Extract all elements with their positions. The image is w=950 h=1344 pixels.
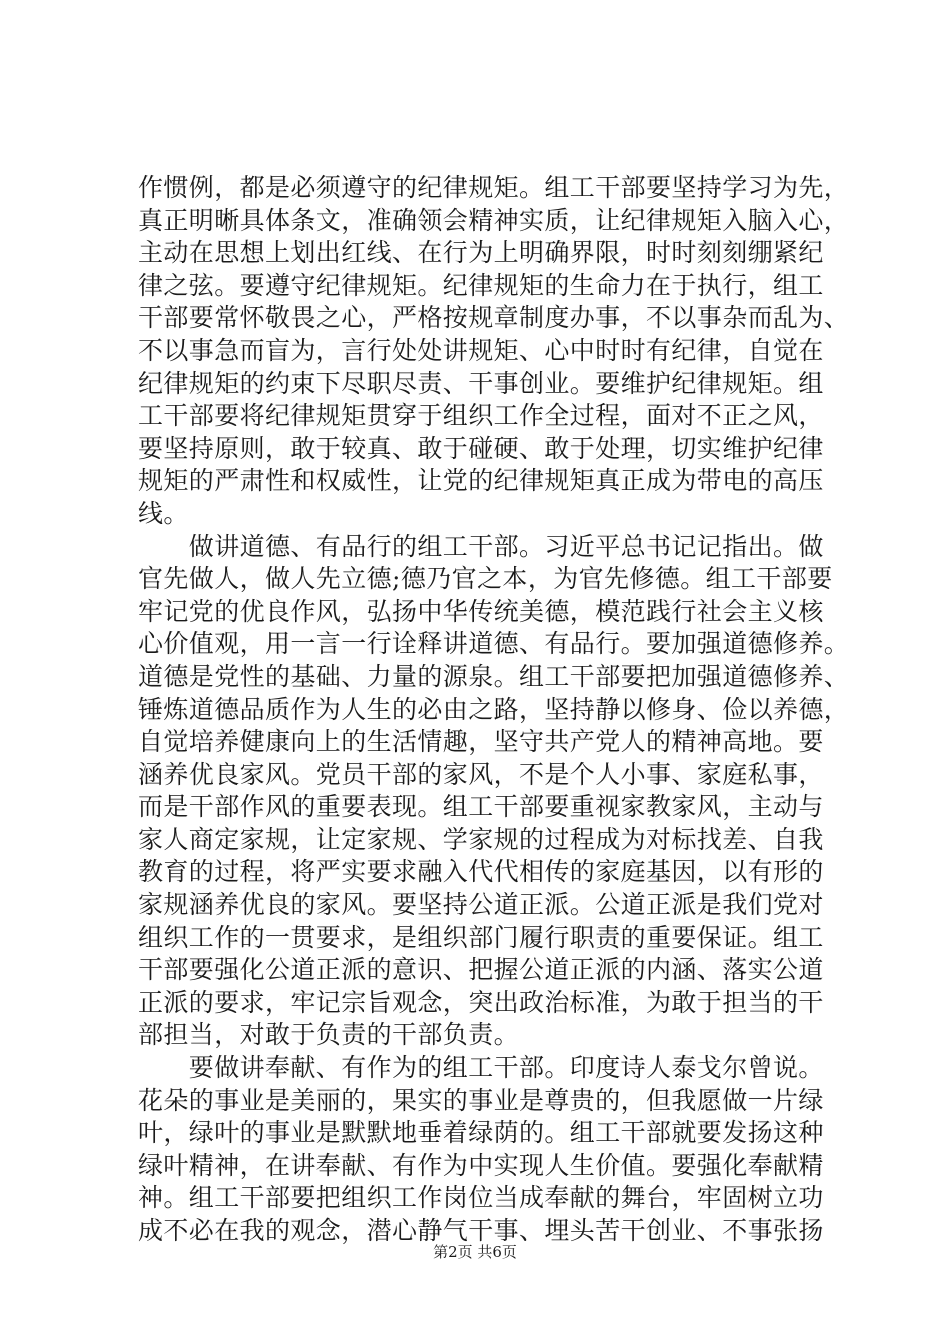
text-line: 正派的要求，牢记宗旨观念，突出政治标准，为敢于担当的干 [138, 987, 824, 1017]
text-line: 家规涵养优良的家风。要坚持公道正派。公道正派是我们党对 [138, 890, 824, 920]
text-line: 干部要强化公道正派的意识、把握公道正派的内涵、落实公道 [138, 955, 824, 985]
text-line: 组织工作的一贯要求，是组织部门履行职责的重要保证。组工 [138, 922, 824, 952]
text-line: 成不必在我的观念，潜心静气干事、埋头苦干创业、不事张扬 [138, 1216, 824, 1245]
text-line: 工干部要将纪律规矩贯穿于组织工作全过程，面对不正之风， [138, 401, 824, 431]
text-line: 作惯例，都是必须遵守的纪律规矩。组工干部要坚持学习为先， [138, 173, 850, 202]
text-line: 纪律规矩的约束下尽职尽责、干事创业。要维护纪律规矩。组 [138, 368, 824, 398]
text-line: 教育的过程，将严实要求融入代代相传的家庭基因，以有形的 [138, 857, 824, 887]
page-footer: 第2页 共6页 [433, 1243, 517, 1261]
text-line: 干部要常怀敬畏之心，严格按规章制度办事，不以事杂而乱为、 [138, 303, 850, 333]
text-line: 真正明晰具体条文，准确领会精神实质，让纪律规矩入脑入心， [138, 205, 850, 235]
text-line: 要坚持原则，敢于较真、敢于碰硬、敢于处理，切实维护纪律 [138, 433, 824, 463]
text-line: 花朵的事业是美丽的，果实的事业是尊贵的，但我愿做一片绿 [138, 1085, 824, 1115]
text-line: 绿叶精神，在讲奉献、有作为中实现人生价值。要强化奉献精 [138, 1150, 824, 1180]
text-line: 线。 [138, 498, 189, 528]
text-line: 涵养优良家风。党员干部的家风，不是个人小事、家庭私事， [138, 759, 824, 789]
text-line: 做讲道德、有品行的组工干部。习近平总书记记指出。做 [138, 531, 824, 561]
text-line: 神。组工干部要把组织工作岗位当成奉献的舞台，牢固树立功 [138, 1183, 824, 1213]
text-line: 官先做人，做人先立德;德乃官之本，为官先修德。组工干部要 [138, 564, 833, 594]
text-line: 而是干部作风的重要表现。组工干部要重视家教家风，主动与 [138, 792, 824, 822]
text-line: 锤炼道德品质作为人生的必由之路，坚持静以修身、俭以养德， [138, 694, 850, 724]
text-line: 牢记党的优良作风，弘扬中华传统美德，模范践行社会主义核 [138, 596, 824, 626]
text-line: 要做讲奉献、有作为的组工干部。印度诗人泰戈尔曾说。 [138, 1053, 824, 1083]
text-line: 叶，绿叶的事业是默默地垂着绿荫的。组工干部就要发扬这种 [138, 1118, 824, 1148]
text-line: 不以事急而盲为，言行处处讲规矩、心中时时有纪律，自觉在 [138, 335, 824, 365]
text-line: 自觉培养健康向上的生活情趣，坚守共产党人的精神高地。要 [138, 727, 824, 757]
body-text [138, 172, 850, 1248]
text-line: 主动在思想上划出红线、在行为上明确界限，时时刻刻绷紧纪 [138, 238, 824, 268]
text-line: 道德是党性的基础、力量的源泉。组工干部要把加强道德修养、 [138, 661, 850, 691]
text-line: 部担当，对敢于负责的干部负责。 [138, 1020, 520, 1050]
text-line: 律之弦。要遵守纪律规矩。纪律规矩的生命力在于执行，组工 [138, 270, 824, 300]
text-line: 心价值观，用一言一行诠释讲道德、有品行。要加强道德修养。 [138, 629, 850, 659]
text-line: 规矩的严肃性和权威性，让党的纪律规矩真正成为带电的高压 [138, 466, 824, 496]
text-line: 家人商定家规，让定家规、学家规的过程成为对标找差、自我 [138, 824, 824, 854]
